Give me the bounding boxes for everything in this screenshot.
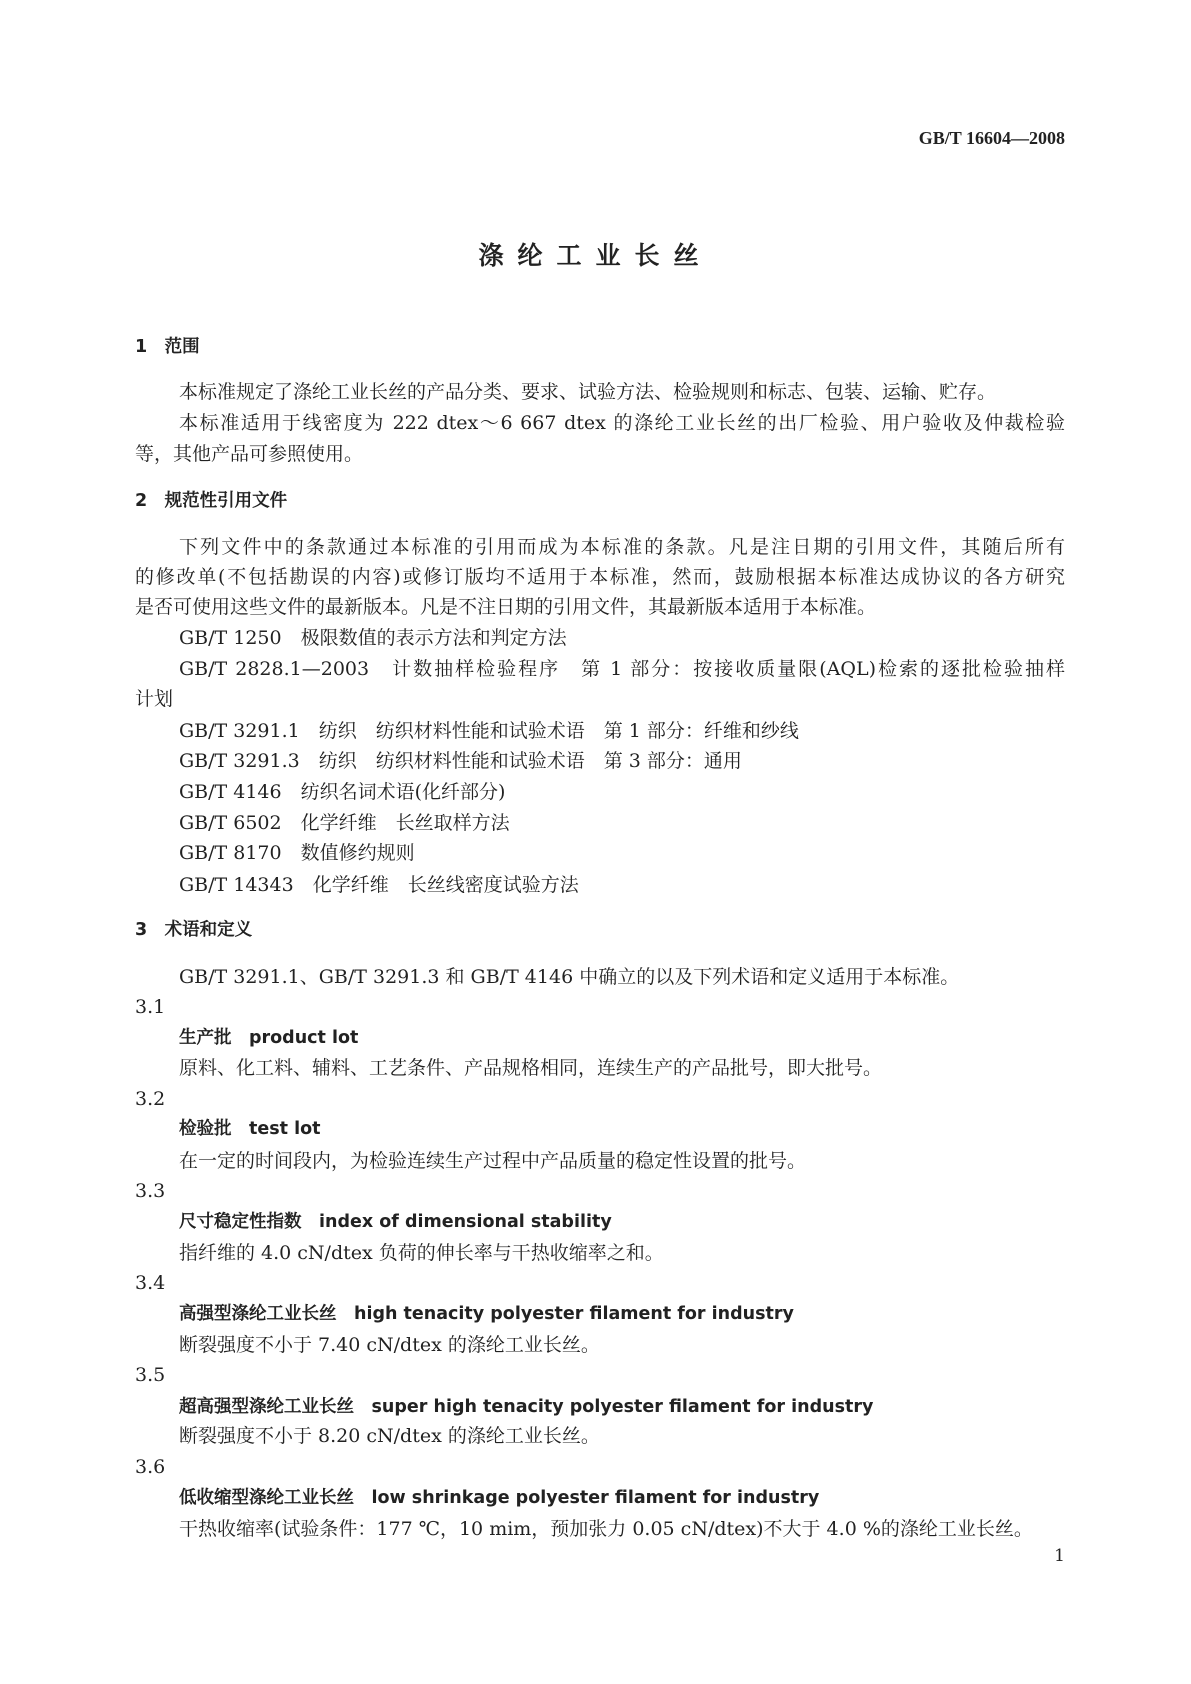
- term-heading: 生产批 product lot: [179, 1028, 359, 1048]
- paragraph-line: GB/T 8170 数值修约规则: [179, 842, 415, 864]
- paragraph-line: 干热收缩率(试验条件：177 ℃，10 mim，预加张力 0.05 cN/dtex)不大于 4.0 %的涤纶工业长丝。: [179, 1518, 1033, 1540]
- paragraph-line: GB/T 1250 极限数值的表示方法和判定方法: [179, 627, 567, 649]
- paragraph-line: 断裂强度不小于 7.40 cN/dtex 的涤纶工业长丝。: [179, 1334, 600, 1356]
- paragraph-line: 断裂强度不小于 8.20 cN/dtex 的涤纶工业长丝。: [179, 1425, 600, 1447]
- paragraph-line: GB/T 3291.3 纺织 纺织材料性能和试验术语 第 3 部分：通用: [179, 750, 742, 772]
- clause-number: 3.1: [135, 996, 166, 1018]
- term-heading: 尺寸稳定性指数 index of dimensional stability: [179, 1212, 612, 1232]
- paragraph-line: 是否可使用这些文件的最新版本。凡是不注日期的引用文件，其最新版本适用于本标准。: [135, 596, 877, 618]
- paragraph-line: 等，其他产品可参照使用。: [135, 443, 364, 465]
- paragraph-line: 在一定的时间段内，为检验连续生产过程中产品质量的稳定性设置的批号。: [179, 1150, 807, 1172]
- section-heading: 3 术语和定义: [135, 920, 253, 940]
- clause-number: 3.2: [135, 1088, 166, 1110]
- paragraph-line: 下列文件中的条款通过本标准的引用而成为本标准的条款。凡是注日期的引用文件，其随后所有: [179, 536, 1065, 558]
- term-heading: 检验批 test lot: [179, 1119, 321, 1139]
- document-title: 涤纶工业长丝: [478, 241, 713, 270]
- paragraph-line: 的修改单(不包括勘误的内容)或修订版均不适用于本标准，然而，鼓励根据本标准达成协议的各方研究: [135, 566, 1065, 588]
- paragraph-line: 本标准规定了涤纶工业长丝的产品分类、要求、试验方法、检验规则和标志、包装、运输、贮存。: [179, 381, 997, 403]
- term-heading: 超高强型涤纶工业长丝 super high tenacity polyester filament for industry: [179, 1397, 874, 1417]
- paragraph-line: GB/T 2828.1—2003 计数抽样检验程序 第 1 部分：按接收质量限(AQL)检索的逐批检验抽样: [179, 658, 1065, 680]
- paragraph-line: 原料、化工料、辅料、工艺条件、产品规格相同，连续生产的产品批号，即大批号。: [179, 1057, 883, 1079]
- section-heading: 2 规范性引用文件: [135, 491, 288, 511]
- paragraph-line: 指纤维的 4.0 cN/dtex 负荷的伸长率与干热收缩率之和。: [179, 1242, 664, 1264]
- standard-number: GB/T 16604—2008: [918, 128, 1065, 148]
- paragraph-line: GB/T 14343 化学纤维 长丝线密度试验方法: [179, 874, 579, 896]
- term-heading: 高强型涤纶工业长丝 high tenacity polyester filament for industry: [179, 1304, 794, 1324]
- page-number: 1: [1054, 1546, 1065, 1566]
- clause-number: 3.3: [135, 1180, 166, 1202]
- paragraph-line: GB/T 6502 化学纤维 长丝取样方法: [179, 812, 510, 834]
- paragraph-line: 本标准适用于线密度为 222 dtex～6 667 dtex 的涤纶工业长丝的出厂检验、用户验收及仲裁检验: [179, 412, 1065, 434]
- paragraph-line: GB/T 3291.1、GB/T 3291.3 和 GB/T 4146 中确立的以及下列术语和定义适用于本标准。: [179, 966, 960, 988]
- clause-number: 3.5: [135, 1364, 166, 1386]
- clause-number: 3.4: [135, 1272, 166, 1294]
- paragraph-line: 计划: [135, 688, 174, 710]
- term-heading: 低收缩型涤纶工业长丝 low shrinkage polyester filament for industry: [179, 1488, 820, 1508]
- paragraph-line: GB/T 4146 纺织名词术语(化纤部分): [179, 781, 506, 803]
- paragraph-line: GB/T 3291.1 纺织 纺织材料性能和试验术语 第 1 部分：纤维和纱线: [179, 720, 799, 742]
- clause-number: 3.6: [135, 1456, 166, 1478]
- section-heading: 1 范围: [135, 337, 200, 357]
